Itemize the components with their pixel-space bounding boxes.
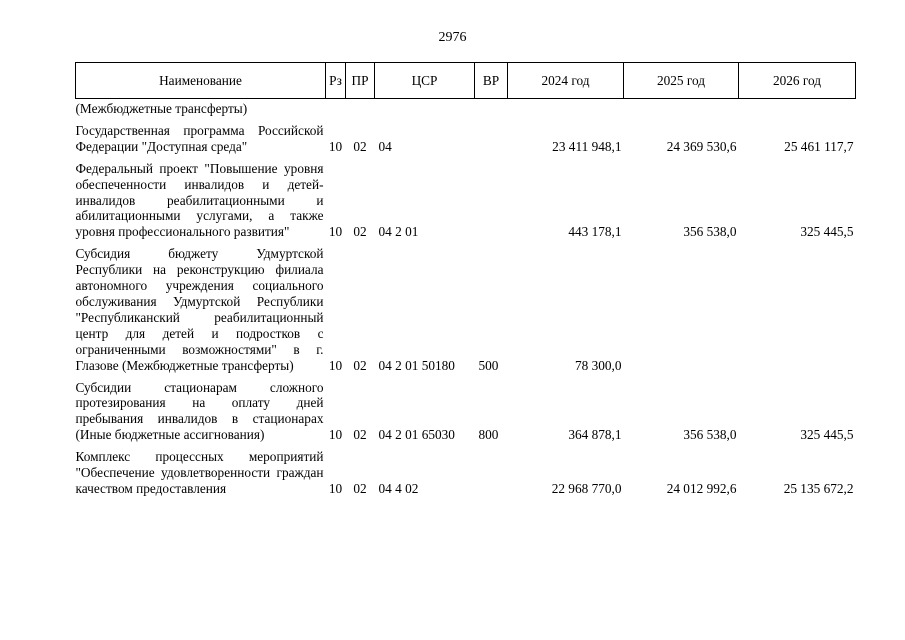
row-name-text: Федеральный проект "Повышение уровня обеспеченности инвалидов и детей-инвалидов реабилитационными и абилитационными услугами, а также уровня профессионального развития" xyxy=(75,160,324,240)
row-rz: 10 xyxy=(328,357,343,373)
row-2025: 356 538,0 xyxy=(683,427,737,443)
row-vr xyxy=(475,155,508,241)
row-rz xyxy=(326,99,346,117)
table-row xyxy=(76,443,856,497)
table-row xyxy=(76,155,856,241)
row-2024: 443 178,1 xyxy=(568,224,622,240)
row-name xyxy=(76,240,326,373)
row-csr: 04 4 02 xyxy=(378,480,419,496)
header-name: Наименование xyxy=(76,63,326,99)
row-csr: 04 2 01 65030 xyxy=(378,427,455,443)
table-row xyxy=(76,240,856,373)
row-2024: 23 411 948,1 xyxy=(552,138,622,154)
row-vr xyxy=(475,99,508,117)
table-row xyxy=(76,117,856,155)
table-header-row xyxy=(76,63,856,99)
row-2025: 24 369 530,6 xyxy=(666,138,737,154)
row-pr: 02 xyxy=(353,224,367,240)
row-csr xyxy=(375,99,475,117)
header-2026: 2026 год xyxy=(739,63,856,99)
row-pr: 02 xyxy=(353,138,367,154)
header-2024: 2024 год xyxy=(508,63,624,99)
row-vr xyxy=(475,117,508,155)
table-row xyxy=(76,99,856,117)
row-vr: 800 xyxy=(478,427,499,443)
row-2025 xyxy=(624,240,739,373)
header-pr: ПР xyxy=(346,63,375,99)
row-name xyxy=(76,99,326,117)
row-2026: 25 135 672,2 xyxy=(783,480,854,496)
row-2024: 78 300,0 xyxy=(574,357,622,373)
row-2025: 356 538,0 xyxy=(683,224,737,240)
budget-table xyxy=(75,62,856,497)
table-row xyxy=(76,374,856,444)
page-number: 2976 xyxy=(438,30,467,45)
row-rz: 10 xyxy=(328,427,343,443)
row-vr xyxy=(475,443,508,497)
row-2025: 24 012 992,6 xyxy=(666,480,737,496)
row-2024 xyxy=(508,99,624,117)
header-2025: 2025 год xyxy=(624,63,739,99)
row-name-text: Субсидия бюджету Удмуртской Республики на реконструкцию филиала автономного учреждения социального обслуживания Удмуртской Республики "Республиканский реабилитационный центр для детей и подростков с ограниченными возможностями" в г. Глазове (Межбюджетные трансферты) xyxy=(75,246,324,373)
row-pr: 02 xyxy=(353,357,367,373)
row-2024: 22 968 770,0 xyxy=(551,480,622,496)
row-name xyxy=(76,443,326,497)
row-name xyxy=(76,117,326,155)
row-2024: 364 878,1 xyxy=(568,427,622,443)
row-2025 xyxy=(624,99,739,117)
row-name-text: Комплекс процессных мероприятий "Обеспечение удовлетворенности граждан качеством предоставления xyxy=(75,449,324,496)
header-rz: Рз xyxy=(326,63,346,99)
row-csr: 04 2 01 xyxy=(378,224,419,240)
row-pr xyxy=(346,99,375,117)
row-2026 xyxy=(739,99,856,117)
row-pr: 02 xyxy=(353,427,367,443)
row-vr: 500 xyxy=(478,357,499,373)
row-name xyxy=(76,155,326,241)
row-2026: 25 461 117,7 xyxy=(784,138,854,154)
row-csr: 04 xyxy=(378,138,392,154)
row-rz: 10 xyxy=(328,224,343,240)
header-vr: ВР xyxy=(475,63,508,99)
row-name-text: (Межбюджетные трансферты) xyxy=(75,101,248,116)
row-rz: 10 xyxy=(328,138,343,154)
header-csr: ЦСР xyxy=(375,63,475,99)
row-name xyxy=(76,374,326,444)
row-name-text: Субсидии стационарам сложного протезирования на оплату дней пребывания инвалидов в стационарах (Иные бюджетные ассигнования) xyxy=(75,379,324,443)
row-2026 xyxy=(739,240,856,373)
row-2026: 325 445,5 xyxy=(800,224,854,240)
row-pr: 02 xyxy=(353,480,367,496)
row-name-text: Государственная программа Российской Федерации "Доступная среда" xyxy=(75,122,324,154)
row-rz: 10 xyxy=(328,480,343,496)
row-2026: 325 445,5 xyxy=(800,427,854,443)
row-csr: 04 2 01 50180 xyxy=(378,357,455,373)
